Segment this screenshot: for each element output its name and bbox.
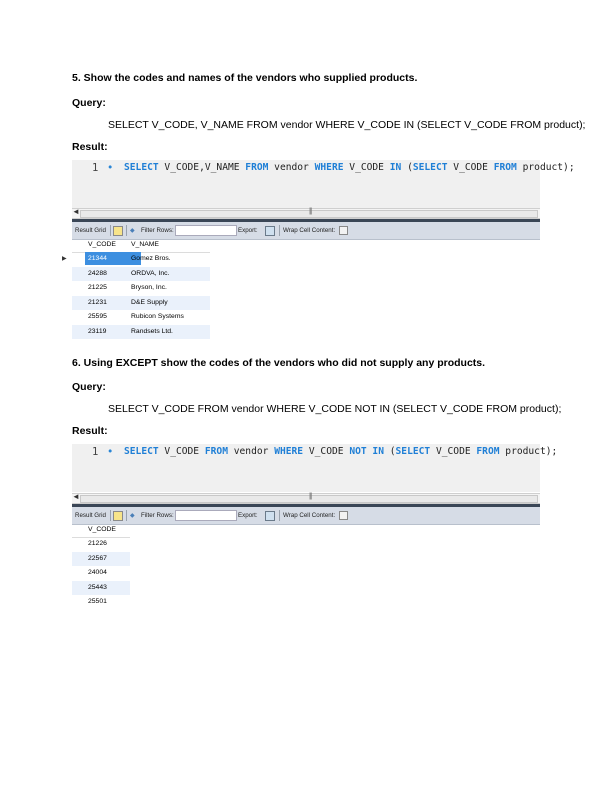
current-row-icon: ▶ bbox=[62, 256, 67, 262]
sql-text: ( bbox=[383, 446, 396, 457]
scroll-track[interactable] bbox=[80, 210, 538, 218]
grid-icon[interactable] bbox=[113, 511, 123, 521]
table-cell[interactable]: 21225 bbox=[88, 284, 107, 292]
result-grid-label[interactable]: Result Grid bbox=[75, 227, 106, 234]
sql-keyword: FROM bbox=[493, 162, 517, 173]
section6-heading: 6. Using EXCEPT show the codes of the vendors who did not supply any products. bbox=[72, 357, 486, 369]
toolbar-separator bbox=[110, 510, 111, 521]
filter-icon[interactable]: ◆ bbox=[130, 227, 135, 234]
toolbar-separator bbox=[126, 510, 127, 521]
table-cell[interactable]: Bryson, Inc. bbox=[131, 284, 167, 292]
table-cell[interactable]: ORDVA, Inc. bbox=[131, 269, 170, 277]
sql-keyword: SELECT bbox=[124, 162, 159, 173]
sql-keyword: FROM bbox=[476, 446, 500, 457]
table-cell[interactable]: 22567 bbox=[88, 554, 107, 562]
scroll-grip-icon[interactable]: ||| bbox=[309, 208, 312, 215]
table-cell[interactable]: 24288 bbox=[88, 269, 107, 277]
sql-keyword: WHERE bbox=[314, 162, 344, 173]
table-row[interactable] bbox=[72, 552, 130, 566]
table-row[interactable] bbox=[72, 310, 210, 324]
table-row[interactable] bbox=[62, 252, 210, 266]
column-header-v-name[interactable]: V_NAME bbox=[131, 241, 159, 248]
export-label: Export: bbox=[238, 227, 258, 234]
sql-text: vendor bbox=[227, 446, 275, 457]
table-row[interactable] bbox=[72, 595, 130, 609]
column-header-v-code[interactable]: V_CODE bbox=[88, 526, 116, 533]
sql-statement[interactable] bbox=[124, 446, 557, 457]
sql-text: V_CODE bbox=[447, 162, 494, 173]
table-cell[interactable]: Randsets Ltd. bbox=[131, 328, 173, 335]
sql-text: product); bbox=[516, 162, 575, 173]
toolbar-separator bbox=[279, 510, 280, 521]
sql-text: product); bbox=[499, 446, 558, 457]
section6-query-label: Query: bbox=[72, 381, 106, 393]
section6-query-text: SELECT V_CODE FROM vendor WHERE V_CODE NOT IN (SELECT V_CODE FROM product); bbox=[108, 403, 562, 415]
section5-query-text: SELECT V_CODE, V_NAME FROM vendor WHERE V_CODE IN (SELECT V_CODE FROM product); bbox=[108, 119, 586, 131]
table-row[interactable] bbox=[72, 296, 210, 310]
table-cell[interactable]: D&E Supply bbox=[131, 298, 168, 306]
wrap-cell-label: Wrap Cell Content: bbox=[283, 512, 336, 519]
sql-text: V_CODE,V_NAME bbox=[158, 162, 246, 173]
sql-text: V_CODE bbox=[343, 162, 390, 173]
section5-result-label: Result: bbox=[72, 141, 108, 153]
result-toolbar bbox=[72, 507, 540, 525]
line-number: 1 bbox=[92, 446, 99, 458]
horizontal-scrollbar[interactable] bbox=[72, 208, 540, 219]
scroll-grip-icon[interactable]: ||| bbox=[309, 493, 312, 500]
table-row[interactable] bbox=[72, 325, 210, 339]
table-row[interactable] bbox=[72, 267, 210, 281]
sql-keyword: IN bbox=[389, 162, 402, 173]
export-label: Export: bbox=[238, 512, 258, 519]
statement-marker-icon: • bbox=[107, 446, 114, 458]
table-row[interactable] bbox=[72, 537, 130, 551]
table-row[interactable] bbox=[72, 566, 130, 580]
table-cell[interactable]: Gomez Bros. bbox=[131, 255, 171, 262]
export-icon[interactable] bbox=[265, 226, 275, 236]
sql-keyword: FROM bbox=[204, 446, 228, 457]
sql-keyword: NOT IN bbox=[349, 446, 384, 457]
table-cell[interactable]: 24004 bbox=[88, 569, 107, 577]
table-cell[interactable]: 21226 bbox=[88, 540, 107, 547]
filter-rows-label: Filter Rows: bbox=[141, 227, 174, 234]
sql-editor[interactable] bbox=[72, 444, 558, 492]
wrap-cell-icon[interactable] bbox=[339, 511, 348, 520]
scroll-track[interactable] bbox=[80, 495, 538, 503]
table-cell[interactable]: Rubicon Systems bbox=[131, 313, 184, 321]
wrap-cell-icon[interactable] bbox=[339, 226, 348, 235]
statement-marker-icon: • bbox=[107, 162, 114, 174]
filter-rows-input[interactable] bbox=[175, 225, 237, 236]
scroll-left-icon[interactable]: ◄ bbox=[72, 207, 80, 216]
sql-statement[interactable] bbox=[124, 162, 575, 173]
filter-rows-label: Filter Rows: bbox=[141, 512, 174, 519]
sql-keyword: FROM bbox=[245, 162, 269, 173]
horizontal-scrollbar[interactable] bbox=[72, 493, 540, 504]
sql-keyword: SELECT bbox=[124, 446, 159, 457]
sql-keyword: SELECT bbox=[395, 446, 431, 457]
sql-text: vendor bbox=[268, 162, 315, 173]
table-cell[interactable]: 21344 bbox=[85, 252, 141, 265]
sql-text: V_CODE bbox=[158, 446, 205, 457]
sql-keyword: SELECT bbox=[412, 162, 448, 173]
section6-result-label: Result: bbox=[72, 425, 108, 437]
sql-text: ( bbox=[401, 162, 413, 173]
toolbar-separator bbox=[126, 225, 127, 236]
toolbar-separator bbox=[279, 225, 280, 236]
filter-icon[interactable]: ◆ bbox=[130, 512, 135, 519]
column-header-v-code[interactable]: V_CODE bbox=[88, 241, 116, 248]
table-cell[interactable]: 25595 bbox=[88, 313, 107, 321]
result-grid-label[interactable]: Result Grid bbox=[75, 512, 106, 519]
sql-keyword: WHERE bbox=[274, 446, 304, 457]
filter-rows-input[interactable] bbox=[175, 510, 237, 521]
wrap-cell-label: Wrap Cell Content: bbox=[283, 227, 336, 234]
export-icon[interactable] bbox=[265, 511, 275, 521]
section5-heading: 5. Show the codes and names of the vendors who supplied products. bbox=[72, 72, 418, 84]
sql-editor[interactable] bbox=[72, 160, 575, 208]
section5-query-label: Query: bbox=[72, 97, 106, 109]
grid-icon[interactable] bbox=[113, 226, 123, 236]
table-cell[interactable]: 23119 bbox=[88, 328, 107, 335]
toolbar-separator bbox=[110, 225, 111, 236]
table-cell[interactable]: 25501 bbox=[88, 598, 107, 606]
table-row[interactable] bbox=[72, 581, 130, 595]
table-row[interactable] bbox=[72, 281, 210, 295]
table-cell[interactable]: 21231 bbox=[88, 298, 107, 306]
line-number: 1 bbox=[92, 162, 99, 174]
sql-text: V_CODE bbox=[430, 446, 477, 457]
scroll-left-icon[interactable]: ◄ bbox=[72, 492, 80, 501]
result-toolbar bbox=[72, 222, 540, 240]
table-cell[interactable]: 25443 bbox=[88, 583, 107, 591]
sql-text: V_CODE bbox=[303, 446, 350, 457]
